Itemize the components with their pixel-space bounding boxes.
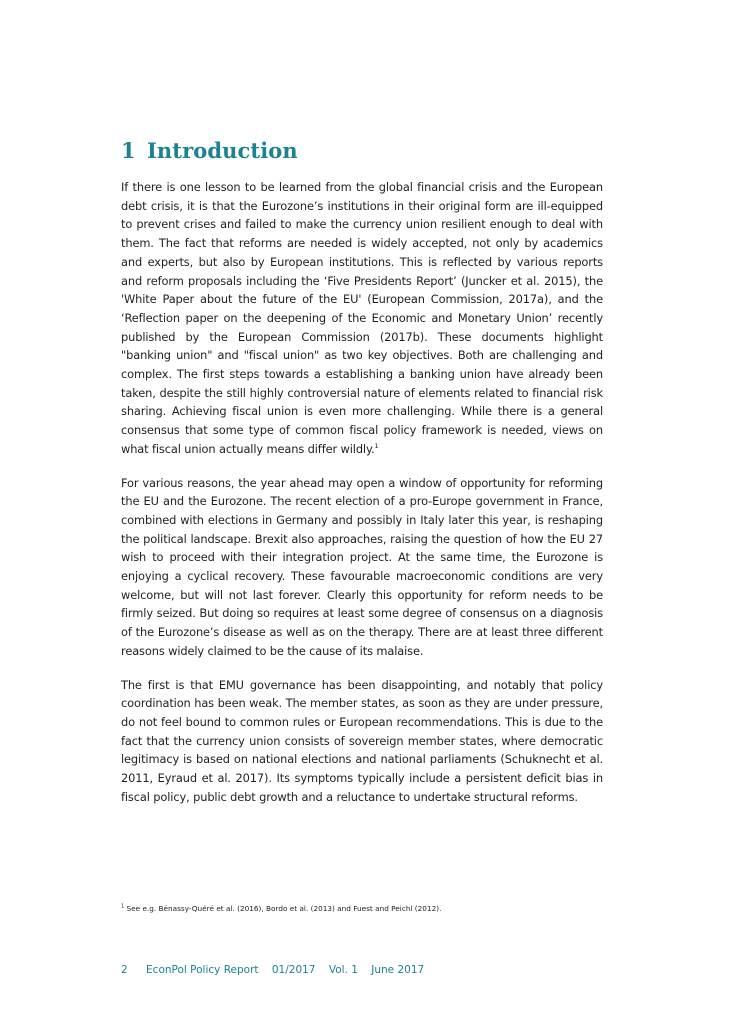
footnote-text: See e.g. Bénassy-Quéré et al. (2016), Bordo et al. (2013) and Fuest and Peichl (2012).: [126, 904, 442, 913]
volume: Vol. 1: [328, 964, 358, 976]
paragraph: If there is one lesson to be learned from the global financial crisis and the European debt crisis, it is that the Eurozone’s institutions in their original form are ill-equipped to prevent crises and failed to make the currency union resilient enough to deal with them. The fact that reforms are needed is widely accepted, not only by academics and experts, but also by European institutions. This is reflected by various reports and reform proposals including the ‘Five Presidents Report’ (Juncker et al. 2015), the 'White Paper about the future of the EU' (European Commission, 2017a), and the ‘Reflection paper on the deepening of the Economic and Monetary Union’ recently published by the European Commission (2017b). These documents highlight "banking union" and "fiscal union" as two key objectives. Both are challenging and complex. The first steps towards a establishing a banking union have already been taken, despite the still highly controversial nature of elements related to financial risk sharing. Achieving fiscal union is even more challenging. While there is a general consensus that some type of common fiscal policy framework is needed, views on what fiscal union actually means differ wildly.$^1$: [121, 180, 603, 456]
publication-name: EconPol Policy Report: [146, 964, 259, 976]
section-heading: [121, 138, 298, 163]
body-text: [121, 178, 603, 822]
paragraph: For various reasons, the year ahead may open a window of opportunity for reforming the EU and the Eurozone. The recent election of a pro-Europe government in France, combined with elections in Germany and possibly in Italy later this year, is reshaping the political landscape. Brexit also approaches, raising the question of how the EU 27 wish to proceed with their integration project. At the same time, the Eurozone is enjoying a cyclical recovery. These favourable macroeconomic conditions are very welcome, but will not last forever. Clearly this opportunity for reform needs to be firmly seized. But doing so requires at least some degree of consensus on a diagnosis of the Eurozone’s disease as well as on the therapy. There are at least three different reasons widely claimed to be the cause of its malaise.: [121, 475, 603, 658]
footnote: [121, 903, 603, 914]
paragraph: The first is that EMU governance has been disappointing, and notably that policy coordination has been weak. The member states, as soon as they are under pressure, do not feel bound to common rules or European recommendations. This is due to the fact that the currency union consists of sovereign member states, where democratic legitimacy is based on national elections and national parliaments (Schuknecht et al. 2011, Eyraud et al. 2017). Its symptoms typically include a persistent deficit bias in fiscal policy, public debt growth and a reluctance to undertake structural reforms.: [121, 677, 603, 804]
issue-number: 01/2017: [271, 964, 316, 976]
publication-date: June 2017: [371, 964, 425, 976]
footnote-marker: 1: [121, 903, 125, 910]
section-number: 1: [121, 138, 136, 164]
section-title: Introduction: [147, 138, 298, 164]
footnote-reference[interactable]: 1: [374, 442, 379, 451]
page-number: 2: [121, 964, 128, 976]
page-footer: [121, 964, 434, 976]
